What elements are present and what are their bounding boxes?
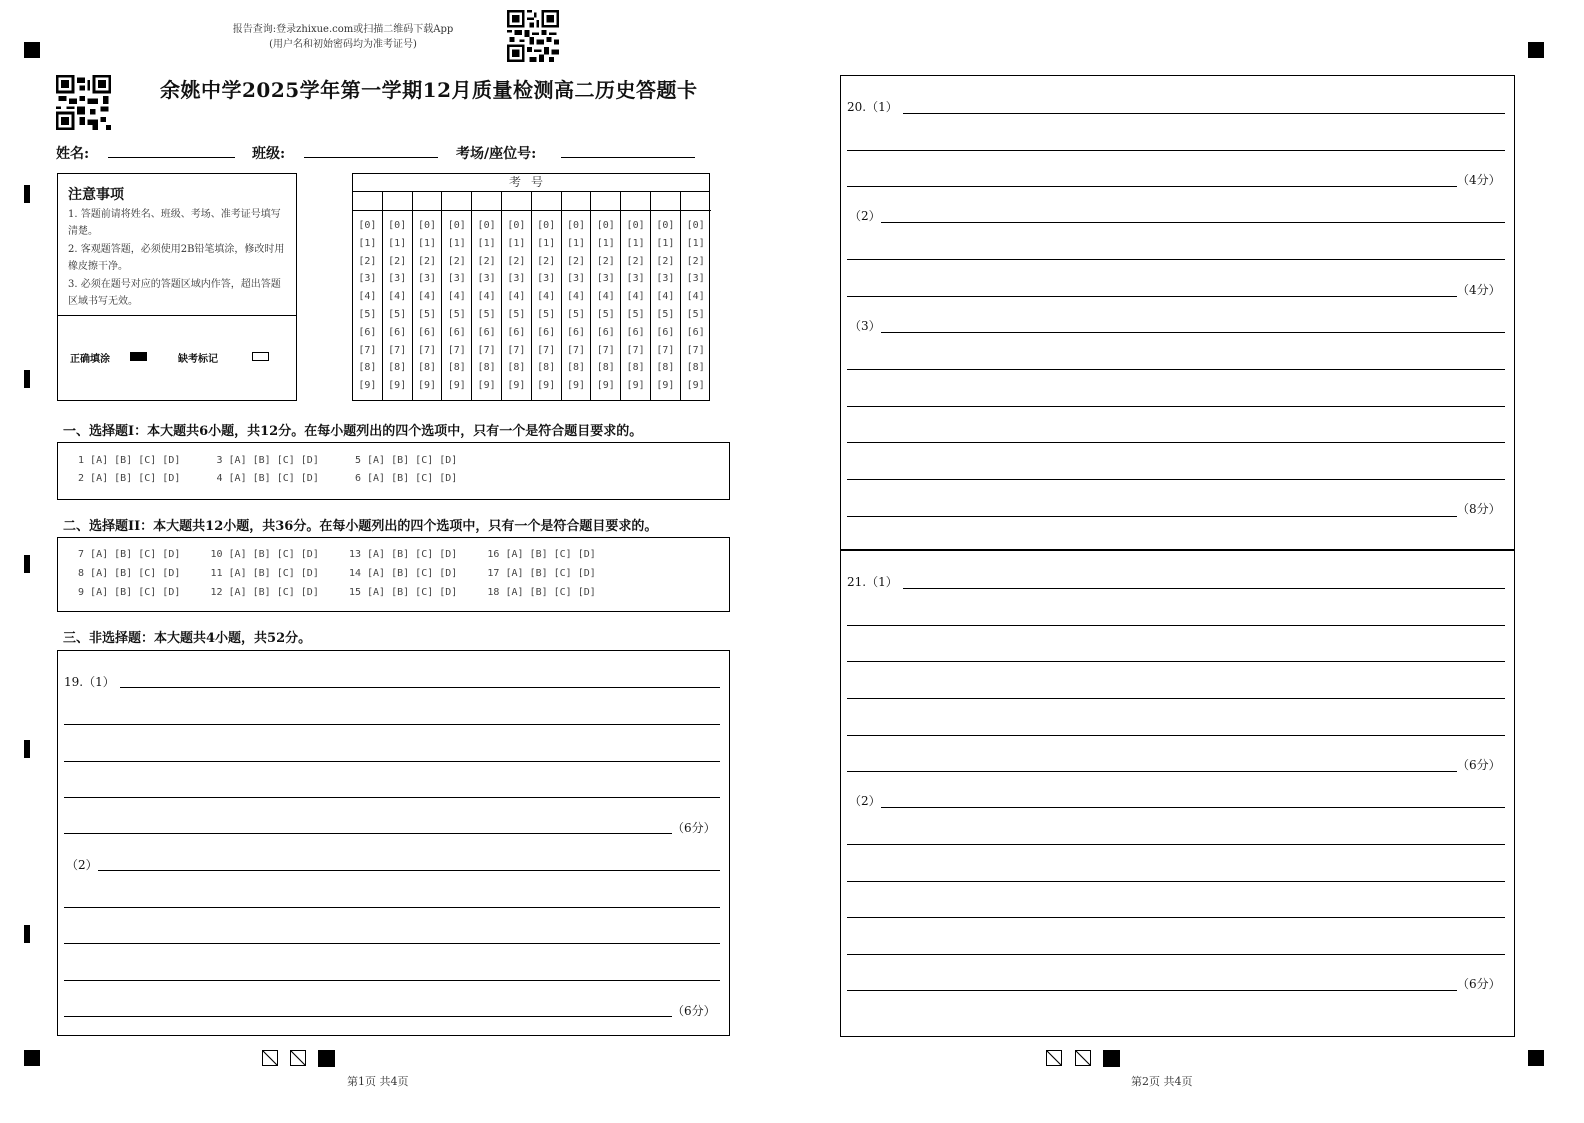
exam-number-column bbox=[383, 192, 413, 400]
exam-digit-bubble[interactable]: [6] bbox=[447, 326, 466, 338]
exam-digit-bubble[interactable]: [7] bbox=[388, 344, 407, 356]
exam-digit-bubble[interactable]: [3] bbox=[477, 273, 496, 285]
exam-digit-bubble[interactable]: [6] bbox=[358, 326, 377, 338]
exam-digit-bubble[interactable]: [1] bbox=[686, 237, 705, 249]
exam-digit-bubble[interactable]: [4] bbox=[477, 291, 496, 303]
exam-digit-bubble[interactable]: [8] bbox=[447, 362, 466, 374]
q21-part1-label: 21.（1） bbox=[847, 575, 898, 589]
side-mark bbox=[24, 925, 30, 943]
exam-digit-bubble[interactable]: [0] bbox=[626, 220, 645, 231]
exam-digit-bubble[interactable]: [9] bbox=[656, 380, 675, 392]
class-label: 班级: bbox=[252, 146, 286, 162]
correct-fill-sample bbox=[130, 352, 147, 361]
answer-line[interactable] bbox=[847, 735, 1505, 736]
exam-digit-bubble[interactable]: [4] bbox=[447, 291, 466, 303]
exam-digit-bubble[interactable]: [9] bbox=[686, 380, 705, 392]
q20-part1-score: （4分） bbox=[1457, 173, 1501, 187]
answer-line[interactable] bbox=[903, 588, 1505, 589]
exam-number-column bbox=[442, 192, 472, 400]
exam-digit-bubble[interactable]: [1] bbox=[537, 237, 556, 249]
exam-number-write-cell[interactable] bbox=[472, 192, 501, 211]
qr-code-left bbox=[56, 75, 111, 130]
name-label: 姓名: bbox=[56, 146, 90, 162]
exam-digit-bubble[interactable]: [6] bbox=[686, 326, 705, 338]
exam-digit-bubble[interactable]: [2] bbox=[417, 255, 437, 267]
answer-line[interactable] bbox=[64, 980, 720, 981]
exam-number-column bbox=[621, 192, 651, 400]
report-line-1: 报告查询:登录zhixue.com或扫描二维码下载App bbox=[232, 24, 454, 35]
exam-digit-bubble[interactable]: [8] bbox=[656, 362, 675, 374]
exam-digit-bubble[interactable]: [9] bbox=[388, 380, 407, 392]
answer-line[interactable] bbox=[847, 296, 1457, 297]
answer-line[interactable] bbox=[847, 698, 1505, 699]
exam-digit-bubble[interactable]: [1] bbox=[447, 237, 466, 249]
q20-part2-label: （2） bbox=[849, 209, 881, 223]
exam-digit-bubble[interactable]: [5] bbox=[626, 308, 645, 320]
exam-digit-bubble[interactable]: [7] bbox=[447, 344, 466, 356]
answer-line[interactable] bbox=[903, 113, 1505, 114]
side-mark bbox=[24, 740, 30, 758]
section1-title: 一、选择题I：本大题共6小题，共12分。在每小题列出的四个选项中，只有一个是符合题目要求的。 bbox=[63, 424, 643, 439]
q20-part1-label: 20.（1） bbox=[847, 100, 898, 114]
exam-digit-bubble[interactable]: [7] bbox=[507, 344, 526, 356]
answer-line[interactable] bbox=[64, 943, 720, 944]
q20-part2-score: （4分） bbox=[1457, 283, 1501, 297]
answer-line[interactable] bbox=[847, 881, 1505, 882]
exam-digit-bubble[interactable]: [5] bbox=[358, 308, 377, 320]
exam-digit-bubble[interactable]: [7] bbox=[358, 344, 377, 356]
exam-digit-bubble[interactable]: [4] bbox=[566, 291, 586, 303]
exam-digit-bubble[interactable]: [0] bbox=[656, 220, 675, 231]
exam-digit-bubble[interactable]: [3] bbox=[656, 273, 675, 285]
exam-digit-bubble[interactable]: [0] bbox=[447, 220, 466, 231]
exam-digit-bubble[interactable]: [2] bbox=[686, 255, 705, 267]
exam-number-column bbox=[591, 192, 621, 400]
exam-digit-bubble[interactable]: [5] bbox=[686, 308, 705, 320]
exam-digit-bubble[interactable]: [1] bbox=[477, 237, 496, 249]
exam-number-write-cell[interactable] bbox=[353, 192, 382, 211]
exam-digit-bubble[interactable]: [1] bbox=[596, 237, 615, 249]
exam-digit-bubble[interactable]: [4] bbox=[417, 291, 437, 303]
exam-number-write-cell[interactable] bbox=[383, 192, 412, 211]
exam-digit-bubble[interactable]: [3] bbox=[358, 273, 377, 285]
exam-digit-bubble[interactable]: [3] bbox=[447, 273, 466, 285]
exam-digit-bubble[interactable]: [5] bbox=[566, 308, 586, 320]
answer-line[interactable] bbox=[881, 222, 1505, 223]
exam-digit-bubble[interactable]: [5] bbox=[537, 308, 556, 320]
exam-digit-bubble[interactable]: [4] bbox=[388, 291, 407, 303]
page-number-1: 第1页 共4页 bbox=[347, 1075, 409, 1088]
answer-line[interactable] bbox=[64, 1016, 672, 1017]
exam-digit-bubble[interactable]: [4] bbox=[626, 291, 645, 303]
exam-digit-bubble[interactable]: [8] bbox=[477, 362, 496, 374]
answer-line[interactable] bbox=[881, 807, 1505, 808]
exam-number-column bbox=[472, 192, 502, 400]
exam-digit-bubble[interactable]: [7] bbox=[626, 344, 645, 356]
answer-line[interactable] bbox=[847, 516, 1457, 517]
report-info bbox=[208, 22, 478, 52]
page-number-2: 第2页 共4页 bbox=[1131, 1075, 1193, 1088]
answer-line[interactable] bbox=[847, 625, 1505, 626]
exam-digit-bubble[interactable]: [8] bbox=[537, 362, 556, 374]
exam-number-column bbox=[502, 192, 532, 400]
exam-digit-bubble[interactable]: [9] bbox=[447, 380, 466, 392]
exam-number-write-cell[interactable] bbox=[651, 192, 680, 211]
exam-digit-bubble[interactable]: [7] bbox=[477, 344, 496, 356]
exam-digit-bubble[interactable]: [5] bbox=[596, 308, 615, 320]
exam-digit-bubble[interactable]: [7] bbox=[596, 344, 615, 356]
exam-digit-bubble[interactable]: [9] bbox=[566, 380, 586, 392]
q19-part2-score: （6分） bbox=[672, 1004, 716, 1018]
exam-number-write-cell[interactable] bbox=[413, 192, 442, 211]
exam-digit-bubble[interactable]: [9] bbox=[537, 380, 556, 392]
seat-label: 考场/座位号: bbox=[456, 146, 537, 162]
section2-title: 二、选择题II：本大题共12小题，共36分。在每小题列出的四个选项中，只有一个是符合题目要求的。 bbox=[63, 519, 658, 534]
exam-digit-bubble[interactable]: [5] bbox=[417, 308, 437, 320]
exam-digit-bubble[interactable]: [8] bbox=[358, 362, 377, 374]
seat-field[interactable] bbox=[561, 157, 695, 158]
notice-item: 1. 答题前请将姓名、班级、考场、准考证号填写清楚。 bbox=[68, 209, 281, 237]
exam-number-heading: 考号 bbox=[353, 174, 709, 192]
exam-digit-bubble[interactable]: [1] bbox=[566, 237, 586, 249]
exam-digit-bubble[interactable]: [0] bbox=[507, 220, 526, 231]
answer-line[interactable] bbox=[847, 442, 1505, 443]
footer-filled-mark bbox=[1103, 1050, 1120, 1067]
exam-digit-bubble[interactable]: [3] bbox=[596, 273, 615, 285]
exam-digit-bubble[interactable]: [0] bbox=[566, 220, 586, 231]
exam-digit-bubble[interactable]: [2] bbox=[656, 255, 675, 267]
exam-digit-bubble[interactable]: [3] bbox=[537, 273, 556, 285]
exam-digit-bubble[interactable]: [2] bbox=[477, 255, 496, 267]
notice-title: 注意事项 bbox=[68, 187, 124, 203]
answer-line[interactable] bbox=[847, 479, 1505, 480]
exam-digit-bubble[interactable]: [2] bbox=[626, 255, 645, 267]
exam-digit-bubble[interactable]: [2] bbox=[358, 255, 377, 267]
section2-row[interactable]: 8 [A] [B] [C] [D] 11 [A] [B] [C] [D] 14 [A] [B] [C] [D] 17 [A] [B] [C] [D] bbox=[72, 568, 596, 579]
section1-answer-box bbox=[57, 442, 730, 500]
exam-digit-bubble[interactable]: [0] bbox=[537, 220, 556, 231]
exam-digit-bubble[interactable]: [2] bbox=[566, 255, 586, 267]
exam-digit-bubble[interactable]: [2] bbox=[507, 255, 526, 267]
exam-digit-bubble[interactable]: [6] bbox=[477, 326, 496, 338]
exam-digit-bubble[interactable]: [5] bbox=[477, 308, 496, 320]
exam-digit-bubble[interactable]: [8] bbox=[417, 362, 437, 374]
exam-digit-bubble[interactable]: [1] bbox=[388, 237, 407, 249]
exam-digit-bubble[interactable]: [1] bbox=[358, 237, 377, 249]
q20-part3-label: （3） bbox=[849, 319, 881, 333]
exam-digit-bubble[interactable]: [6] bbox=[388, 326, 407, 338]
exam-number-column bbox=[353, 192, 383, 400]
exam-digit-bubble[interactable]: [3] bbox=[507, 273, 526, 285]
exam-digit-bubble[interactable]: [1] bbox=[417, 237, 437, 249]
exam-digit-bubble[interactable]: [6] bbox=[596, 326, 615, 338]
exam-digit-bubble[interactable]: [6] bbox=[507, 326, 526, 338]
side-mark bbox=[24, 185, 30, 203]
q21-part2-score: （6分） bbox=[1457, 977, 1501, 991]
exam-digit-bubble[interactable]: [7] bbox=[417, 344, 437, 356]
qr-code-top bbox=[507, 10, 559, 62]
report-line-2: (用户名和初始密码均为准考证号) bbox=[269, 39, 417, 50]
exam-digit-bubble[interactable]: [8] bbox=[596, 362, 615, 374]
exam-digit-bubble[interactable]: [8] bbox=[507, 362, 526, 374]
answer-line[interactable] bbox=[847, 954, 1505, 955]
footer-filled-mark bbox=[318, 1050, 335, 1067]
answer-line[interactable] bbox=[64, 797, 720, 798]
section2-answer-box bbox=[57, 537, 730, 612]
exam-digit-bubble[interactable]: [0] bbox=[358, 220, 377, 231]
exam-digit-bubble[interactable]: [9] bbox=[626, 380, 645, 392]
answer-line[interactable] bbox=[847, 369, 1505, 370]
notice-box bbox=[57, 173, 297, 401]
exam-digit-bubble[interactable]: [9] bbox=[358, 380, 377, 392]
exam-digit-bubble[interactable]: [3] bbox=[388, 273, 407, 285]
page-title: 余姚中学2025学年第一学期12月质量检测高二历史答题卡 bbox=[160, 78, 698, 102]
exam-digit-bubble[interactable]: [0] bbox=[596, 220, 615, 231]
answer-line[interactable] bbox=[64, 724, 720, 725]
exam-digit-bubble[interactable]: [8] bbox=[626, 362, 645, 374]
exam-number-column bbox=[681, 192, 711, 400]
footer-checkbox bbox=[290, 1050, 306, 1066]
exam-digit-bubble[interactable]: [5] bbox=[507, 308, 526, 320]
exam-digit-bubble[interactable]: [6] bbox=[566, 326, 586, 338]
exam-digit-bubble[interactable]: [4] bbox=[656, 291, 675, 303]
answer-line[interactable] bbox=[98, 870, 720, 871]
answer-line[interactable] bbox=[847, 406, 1505, 407]
absent-mark-label: 缺考标记 bbox=[178, 354, 218, 365]
exam-digit-bubble[interactable]: [4] bbox=[686, 291, 705, 303]
exam-digit-bubble[interactable]: [4] bbox=[537, 291, 556, 303]
section2-row[interactable]: 7 [A] [B] [C] [D] 10 [A] [B] [C] [D] 13 [A] [B] [C] [D] 16 [A] [B] [C] [D] bbox=[72, 549, 596, 560]
exam-digit-bubble[interactable]: [9] bbox=[477, 380, 496, 392]
footer-checkbox bbox=[1075, 1050, 1091, 1066]
corner-mark-bottom-left bbox=[24, 1050, 40, 1066]
footer-checkbox bbox=[262, 1050, 278, 1066]
answer-line[interactable] bbox=[64, 833, 672, 834]
answer-line[interactable] bbox=[64, 761, 720, 762]
exam-digit-bubble[interactable]: [2] bbox=[388, 255, 407, 267]
exam-digit-bubble[interactable]: [7] bbox=[566, 344, 586, 356]
class-field[interactable] bbox=[304, 157, 438, 158]
exam-digit-bubble[interactable]: [5] bbox=[388, 308, 407, 320]
exam-number-column bbox=[562, 192, 592, 400]
side-mark bbox=[24, 555, 30, 573]
corner-mark-top-right bbox=[1528, 42, 1544, 58]
q19-part1-score: （6分） bbox=[672, 821, 716, 835]
exam-digit-bubble[interactable]: [8] bbox=[686, 362, 705, 374]
exam-number-column bbox=[413, 192, 443, 400]
notice-divider bbox=[58, 315, 296, 316]
exam-digit-bubble[interactable]: [4] bbox=[358, 291, 377, 303]
answer-line[interactable] bbox=[847, 771, 1457, 772]
exam-digit-bubble[interactable]: [9] bbox=[596, 380, 615, 392]
q19-part2-label: （2） bbox=[66, 858, 98, 872]
exam-digit-bubble[interactable]: [6] bbox=[417, 326, 437, 338]
exam-digit-bubble[interactable]: [4] bbox=[507, 291, 526, 303]
answer-line[interactable] bbox=[847, 661, 1505, 662]
answer-line[interactable] bbox=[847, 259, 1505, 260]
exam-digit-bubble[interactable]: [0] bbox=[686, 220, 705, 231]
exam-digit-bubble[interactable]: [8] bbox=[388, 362, 407, 374]
exam-digit-bubble[interactable]: [7] bbox=[537, 344, 556, 356]
exam-digit-bubble[interactable]: [9] bbox=[507, 380, 526, 392]
answer-line[interactable] bbox=[847, 917, 1505, 918]
q21-answer-box bbox=[840, 549, 1515, 1037]
exam-digit-bubble[interactable]: [5] bbox=[447, 308, 466, 320]
exam-digit-bubble[interactable]: [6] bbox=[626, 326, 645, 338]
exam-digit-bubble[interactable]: [2] bbox=[447, 255, 466, 267]
answer-line[interactable] bbox=[847, 186, 1457, 187]
answer-line[interactable] bbox=[64, 907, 720, 908]
exam-number-write-cell[interactable] bbox=[562, 192, 591, 211]
exam-digit-bubble[interactable]: [4] bbox=[596, 291, 615, 303]
side-mark bbox=[24, 370, 30, 388]
exam-digit-bubble[interactable]: [1] bbox=[656, 237, 675, 249]
absent-mark-checkbox[interactable] bbox=[252, 352, 269, 361]
exam-number-grid bbox=[352, 173, 710, 401]
exam-number-column bbox=[651, 192, 681, 400]
answer-line[interactable] bbox=[847, 990, 1457, 991]
exam-digit-bubble[interactable]: [6] bbox=[656, 326, 675, 338]
section1-row[interactable]: 2 [A] [B] [C] [D] 4 [A] [B] [C] [D] 6 [A] [B] [C] [D] bbox=[72, 473, 458, 484]
q20-answer-box bbox=[840, 75, 1515, 551]
exam-digit-bubble[interactable]: [1] bbox=[507, 237, 526, 249]
section2-row[interactable]: 9 [A] [B] [C] [D] 12 [A] [B] [C] [D] 15 [A] [B] [C] [D] 18 [A] [B] [C] [D] bbox=[72, 587, 596, 598]
exam-digit-bubble[interactable]: [3] bbox=[626, 273, 645, 285]
q21-part1-score: （6分） bbox=[1457, 758, 1501, 772]
answer-line[interactable] bbox=[847, 844, 1505, 845]
exam-number-write-cell[interactable] bbox=[681, 192, 711, 211]
exam-digit-bubble[interactable]: [7] bbox=[656, 344, 675, 356]
corner-mark-top-left bbox=[24, 42, 40, 58]
section3-title: 三、非选择题：本大题共4小题，共52分。 bbox=[63, 631, 312, 646]
answer-line[interactable] bbox=[120, 687, 720, 688]
q20-part3-score: （8分） bbox=[1457, 502, 1501, 516]
exam-digit-bubble[interactable]: [3] bbox=[566, 273, 586, 285]
q19-answer-box bbox=[57, 650, 730, 1036]
exam-digit-bubble[interactable]: [0] bbox=[477, 220, 496, 231]
exam-number-write-cell[interactable] bbox=[502, 192, 531, 211]
exam-digit-bubble[interactable]: [8] bbox=[566, 362, 586, 374]
q21-part2-label: （2） bbox=[849, 794, 881, 808]
exam-number-column bbox=[532, 192, 562, 400]
exam-digit-bubble[interactable]: [7] bbox=[686, 344, 705, 356]
exam-digit-bubble[interactable]: [3] bbox=[686, 273, 705, 285]
exam-digit-bubble[interactable]: [3] bbox=[417, 273, 437, 285]
exam-digit-bubble[interactable]: [6] bbox=[537, 326, 556, 338]
exam-digit-bubble[interactable]: [9] bbox=[417, 380, 437, 392]
exam-digit-bubble[interactable]: [1] bbox=[626, 237, 645, 249]
exam-number-write-cell[interactable] bbox=[532, 192, 561, 211]
section1-row[interactable]: 1 [A] [B] [C] [D] 3 [A] [B] [C] [D] 5 [A] [B] [C] [D] bbox=[72, 455, 458, 466]
notice-item: 3. 必须在题号对应的答题区域内作答，超出答题区域书写无效。 bbox=[68, 279, 281, 307]
answer-line[interactable] bbox=[881, 332, 1505, 333]
exam-digit-bubble[interactable]: [2] bbox=[596, 255, 615, 267]
exam-number-write-cell[interactable] bbox=[442, 192, 471, 211]
name-field[interactable] bbox=[108, 157, 235, 158]
exam-digit-bubble[interactable]: [5] bbox=[656, 308, 675, 320]
q19-part1-label: 19.（1） bbox=[64, 675, 115, 689]
exam-digit-bubble[interactable]: [2] bbox=[537, 255, 556, 267]
exam-digit-bubble[interactable]: [0] bbox=[417, 220, 437, 231]
notice-item: 2. 客观题答题，必须使用2B铅笔填涂，修改时用橡皮擦干净。 bbox=[68, 244, 285, 272]
correct-fill-label: 正确填涂 bbox=[70, 354, 110, 365]
exam-digit-bubble[interactable]: [0] bbox=[388, 220, 407, 231]
corner-mark-bottom-right bbox=[1528, 1050, 1544, 1066]
exam-number-write-cell[interactable] bbox=[621, 192, 650, 211]
exam-number-write-cell[interactable] bbox=[591, 192, 620, 211]
answer-line[interactable] bbox=[847, 150, 1505, 151]
footer-checkbox bbox=[1046, 1050, 1062, 1066]
